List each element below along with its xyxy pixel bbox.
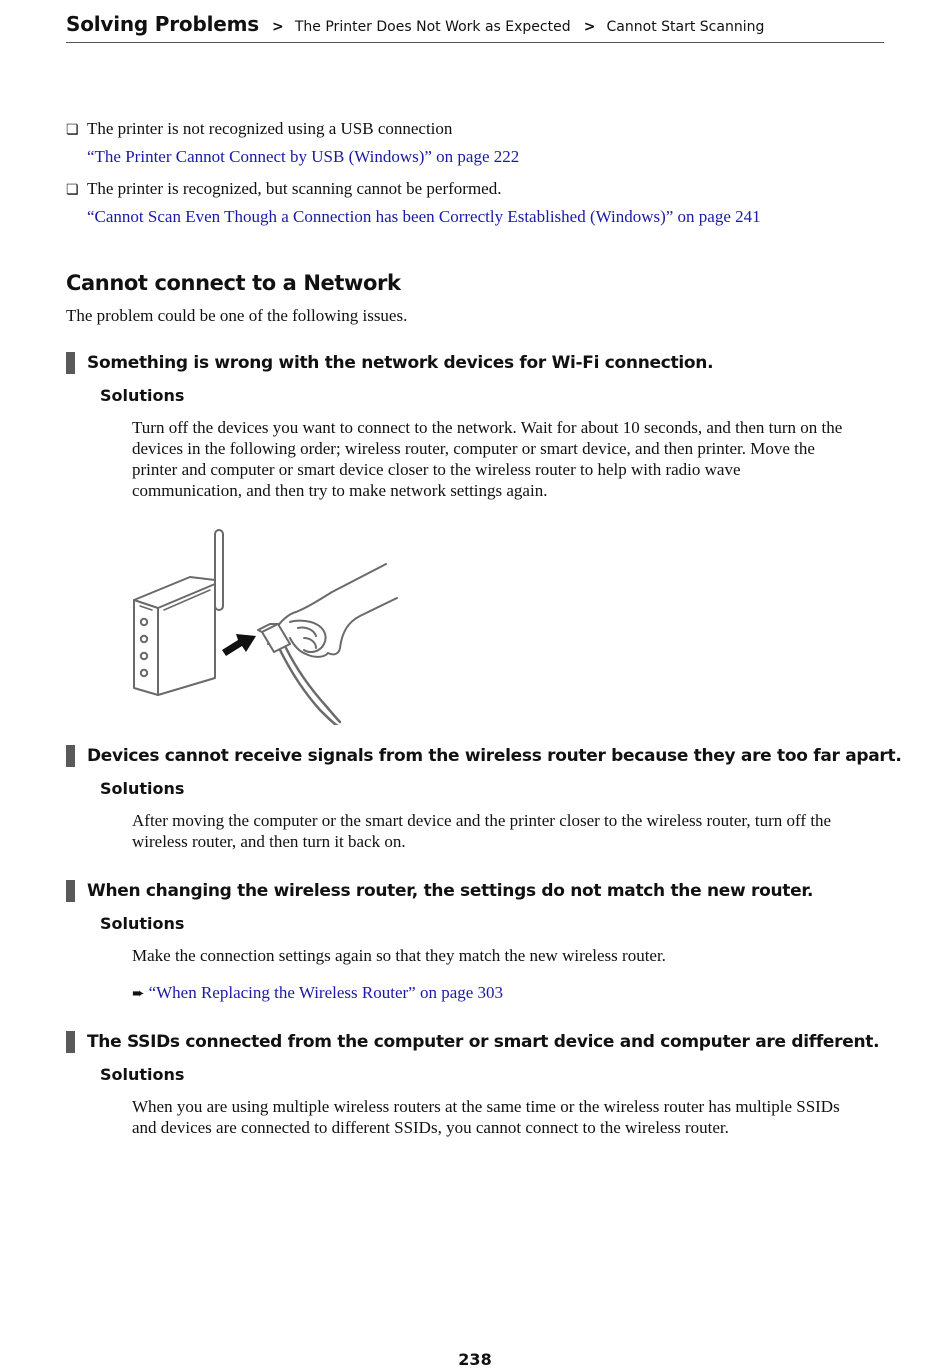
solutions-label: Solutions (100, 914, 185, 933)
page-number: 238 (458, 1350, 492, 1369)
heading-bar-icon (66, 352, 75, 374)
usb-connection-link[interactable]: “The Printer Cannot Connect by USB (Windows)” on page 222 (87, 147, 520, 166)
breadcrumb-separator: > (583, 19, 596, 35)
solution-text: After moving the computer or the smart device and the printer closer to the wireless router, turn off the wireless router, and then turn it back on. (132, 811, 832, 851)
cannot-scan-link[interactable]: “Cannot Scan Even Though a Connection has been Correctly Established (Windows)” on page 241 (87, 207, 761, 226)
router-plug-illustration (120, 520, 410, 725)
see-also-link-row (132, 982, 884, 1004)
issue-heading: When changing the wireless router, the settings do not match the new router. (66, 880, 896, 902)
heading-bar-icon (66, 745, 75, 767)
solutions-label: Solutions (100, 1065, 185, 1084)
checkbox-bullet-icon: ❏ (66, 183, 79, 198)
breadcrumb-section: Solving Problems (66, 12, 259, 36)
list-item: ❏ The printer is recognized, but scanning cannot be performed. (66, 178, 501, 202)
solution-text: When you are using multiple wireless routers at the same time or the wireless router has multiple SSIDs and devices are connected to different SSIDs, you cannot connect to the wireless router. (132, 1097, 840, 1137)
heading-bar-icon (66, 880, 75, 902)
issue-heading: The SSIDs connected from the computer or smart device and computer are different. (66, 1031, 896, 1053)
breadcrumb-item-scanning: Cannot Start Scanning (606, 19, 765, 35)
replacing-router-link[interactable]: “When Replacing the Wireless Router” on page 303 (148, 983, 504, 1002)
list-item: ❏ The printer is not recognized using a USB connection (66, 118, 452, 142)
section-title: Cannot connect to a Network (66, 271, 401, 295)
checkbox-bullet-icon: ❏ (66, 123, 79, 138)
issue-heading: Something is wrong with the network devices for Wi-Fi connection. (66, 352, 896, 374)
section-intro: The problem could be one of the following issues. (66, 306, 408, 325)
right-arrow-icon: ➨ (132, 984, 145, 1002)
heading-bar-icon (66, 1031, 75, 1053)
breadcrumb-separator: > (272, 19, 284, 35)
issue-heading: Devices cannot receive signals from the wireless router because they are too far apart. (66, 745, 896, 767)
solution-text: Turn off the devices you want to connect to the network. Wait for about 10 seconds, and then turn on the devices in the following order; wireless router, computer or smart device, and then printer. Move the printer and computer or smart device closer to the wireless router to help with radio wave communication, and then try to make network settings again. (132, 418, 843, 500)
breadcrumb (66, 12, 884, 43)
router-cable-icon (120, 520, 410, 725)
insert-arrow-icon (222, 634, 256, 656)
breadcrumb-item-printer: The Printer Does Not Work as Expected (294, 19, 571, 35)
solution-text: Make the connection settings again so that they match the new wireless router. (132, 946, 666, 965)
solutions-label: Solutions (100, 779, 185, 798)
solutions-label: Solutions (100, 386, 185, 405)
